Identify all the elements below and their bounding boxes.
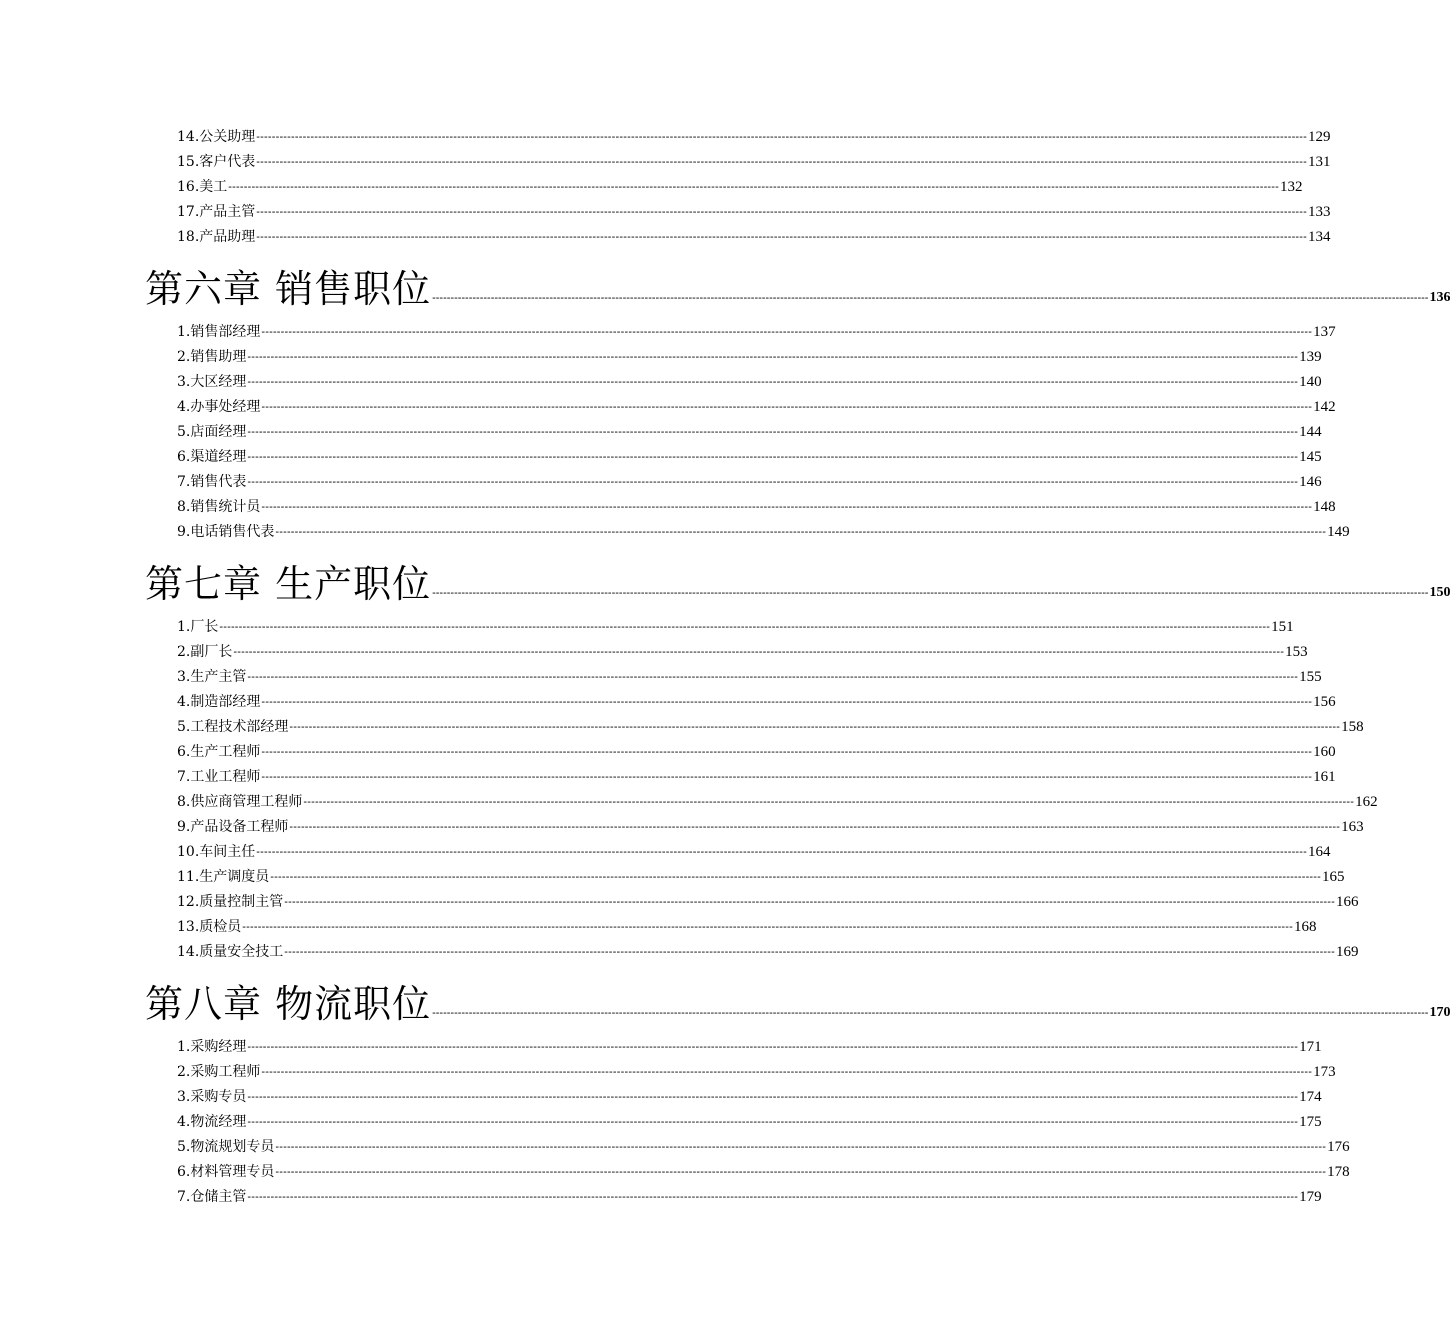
entry-title: 11.生产调度员 [177, 869, 270, 885]
page-number: 139 [1299, 349, 1322, 365]
entry-title: 5.工程技术部经理 [177, 719, 289, 735]
page-number: 176 [1327, 1139, 1350, 1155]
dot-leader: -------------------------------------------------------------------------------------------------------------------------------------------------------------------------------------------------------------------------------------------------------------------------------- [247, 671, 1299, 683]
page-number: 168 [1294, 919, 1317, 935]
toc-entry[interactable] [177, 892, 1359, 912]
entry-title: 5.店面经理 [177, 424, 247, 440]
dot-leader: -------------------------------------------------------------------------------------------------------------------------------------------------------------------------------------------------------------------------------------------------------------------------------- [242, 921, 1294, 933]
dot-leader: -------------------------------------------------------------------------------------------------------------------------------------------------------------------------------------------------------------------------------------------------------------------------------- [247, 451, 1299, 463]
dot-leader: -------------------------------------------------------------------------------------------------------------------------------------------------------------------------------------------------------------------------------------------------------------------------------- [261, 501, 1313, 513]
dot-leader: -------------------------------------------------------------------------------------------------------------------------------------------------------------------------------------------------------------------------------------------------------------------------------- [256, 206, 1308, 218]
entry-title: 2.采购工程师 [177, 1064, 261, 1080]
dot-leader: -------------------------------------------------------------------------------------------------------------------------------------------------------------------------------------------------------------------------------------------------------------------------------- [275, 1166, 1327, 1178]
page-number: 144 [1299, 424, 1322, 440]
entry-title: 12.质量控制主管 [177, 894, 284, 910]
page-number: 164 [1308, 844, 1331, 860]
entry-title: 2.副厂长 [177, 644, 233, 660]
page-number: 137 [1313, 324, 1336, 340]
toc-entry[interactable] [177, 792, 1378, 812]
toc-entry[interactable] [177, 692, 1336, 712]
page-number: 133 [1308, 204, 1331, 220]
dot-leader: -------------------------------------------------------------------------------------------------------------------------------------------------------------------------------------------------------------------------------------------------------------------------------- [275, 526, 1327, 538]
page-number: 166 [1336, 894, 1359, 910]
page-number: 149 [1327, 524, 1350, 540]
page-number: 178 [1327, 1164, 1350, 1180]
toc-entry[interactable] [177, 817, 1364, 837]
page-number: 161 [1313, 769, 1336, 785]
entry-title: 10.车间主任 [177, 844, 256, 860]
dot-leader: -------------------------------------------------------------------------------------------------------------------------------------------------------------------------------------------------------------------------------------------------------------------------------- [289, 821, 1341, 833]
toc-entry[interactable] [177, 447, 1322, 467]
toc-entry[interactable] [177, 127, 1331, 147]
page-number: 142 [1313, 399, 1336, 415]
entry-title: 14.质量安全技工 [177, 944, 284, 960]
toc-entry[interactable] [177, 942, 1359, 962]
entry-title: 3.大区经理 [177, 374, 247, 390]
page-number: 146 [1299, 474, 1322, 490]
toc-entry[interactable] [177, 227, 1331, 247]
dot-leader: -------------------------------------------------------------------------------------------------------------------------------------------------------------------------------------------------------------------------------------------------------------------------------- [247, 426, 1299, 438]
toc-entry[interactable] [177, 842, 1331, 862]
entry-title: 1.采购经理 [177, 1039, 247, 1055]
dot-leader: -------------------------------------------------------------------------------------------------------------------------------------------------------------------------------------------------------------------------------------------------------------------------------- [261, 401, 1313, 413]
dot-leader: -------------------------------------------------------------------------------------------------------------------------------------------------------------------------------------------------------------------------------------------------------------------------------- [261, 1066, 1313, 1078]
toc-entry[interactable] [177, 1062, 1336, 1082]
entry-title: 9.电话销售代表 [177, 524, 275, 540]
entry-title: 4.制造部经理 [177, 694, 261, 710]
page-number: 148 [1313, 499, 1336, 515]
entry-title: 7.销售代表 [177, 474, 247, 490]
page-number: 151 [1271, 619, 1294, 635]
page-number: 140 [1299, 374, 1322, 390]
toc-entry[interactable] [177, 917, 1317, 937]
dot-leader: -------------------------------------------------------------------------------------------------------------------------------------------------------------------------------------------------------------------------------------------------------------------------------- [432, 1007, 1429, 1019]
entry-title: 1.销售部经理 [177, 324, 261, 340]
entry-title: 4.办事处经理 [177, 399, 261, 415]
chapter-title: 第六章 销售职位 [145, 267, 432, 311]
page-number: 150 [1429, 585, 1450, 600]
toc-entry[interactable] [177, 202, 1331, 222]
page-number: 179 [1299, 1189, 1322, 1205]
dot-leader: -------------------------------------------------------------------------------------------------------------------------------------------------------------------------------------------------------------------------------------------------------------------------------- [284, 946, 1336, 958]
page-number: 175 [1299, 1114, 1322, 1130]
toc-entry[interactable] [177, 1087, 1322, 1107]
dot-leader: -------------------------------------------------------------------------------------------------------------------------------------------------------------------------------------------------------------------------------------------------------------------------------- [256, 131, 1308, 143]
dot-leader: -------------------------------------------------------------------------------------------------------------------------------------------------------------------------------------------------------------------------------------------------------------------------------- [289, 721, 1341, 733]
dot-leader: -------------------------------------------------------------------------------------------------------------------------------------------------------------------------------------------------------------------------------------------------------------------------------- [256, 846, 1308, 858]
page-number: 165 [1322, 869, 1345, 885]
toc-entry[interactable] [177, 717, 1364, 737]
dot-leader: -------------------------------------------------------------------------------------------------------------------------------------------------------------------------------------------------------------------------------------------------------------------------------- [261, 746, 1313, 758]
entry-title: 8.销售统计员 [177, 499, 261, 515]
toc-entry[interactable] [177, 347, 1322, 367]
entry-title: 1.厂长 [177, 619, 219, 635]
page-number: 134 [1308, 229, 1331, 245]
entry-title: 6.材料管理专员 [177, 1164, 275, 1180]
page-number: 131 [1308, 154, 1331, 170]
entry-title: 4.物流经理 [177, 1114, 247, 1130]
toc-entry[interactable] [177, 422, 1322, 442]
toc-entry[interactable] [177, 642, 1308, 662]
page-number: 153 [1285, 644, 1308, 660]
toc-chapter-heading[interactable] [145, 557, 1450, 607]
page-number: 174 [1299, 1089, 1322, 1105]
toc-entry[interactable] [177, 767, 1336, 787]
dot-leader: -------------------------------------------------------------------------------------------------------------------------------------------------------------------------------------------------------------------------------------------------------------------------------- [261, 326, 1313, 338]
toc-entry[interactable] [177, 1137, 1350, 1157]
entry-title: 3.生产主管 [177, 669, 247, 685]
dot-leader: -------------------------------------------------------------------------------------------------------------------------------------------------------------------------------------------------------------------------------------------------------------------------------- [284, 896, 1336, 908]
dot-leader: -------------------------------------------------------------------------------------------------------------------------------------------------------------------------------------------------------------------------------------------------------------------------------- [256, 231, 1308, 243]
page-number: 160 [1313, 744, 1336, 760]
toc-entry[interactable] [177, 667, 1322, 687]
entry-title: 18.产品助理 [177, 229, 256, 245]
entry-title: 5.物流规划专员 [177, 1139, 275, 1155]
dot-leader: -------------------------------------------------------------------------------------------------------------------------------------------------------------------------------------------------------------------------------------------------------------------------------- [247, 376, 1299, 388]
page-number: 136 [1429, 290, 1450, 305]
entry-title: 17.产品主管 [177, 204, 256, 220]
dot-leader: -------------------------------------------------------------------------------------------------------------------------------------------------------------------------------------------------------------------------------------------------------------------------------- [261, 696, 1313, 708]
toc-entry[interactable] [177, 322, 1336, 342]
toc-entry[interactable] [177, 1112, 1322, 1132]
dot-leader: -------------------------------------------------------------------------------------------------------------------------------------------------------------------------------------------------------------------------------------------------------------------------------- [233, 646, 1285, 658]
dot-leader: -------------------------------------------------------------------------------------------------------------------------------------------------------------------------------------------------------------------------------------------------------------------------------- [247, 351, 1299, 363]
entry-title: 7.工业工程师 [177, 769, 261, 785]
toc-entry[interactable] [177, 1187, 1322, 1207]
toc-entry[interactable] [177, 1037, 1322, 1057]
page-number: 156 [1313, 694, 1336, 710]
dot-leader: -------------------------------------------------------------------------------------------------------------------------------------------------------------------------------------------------------------------------------------------------------------------------------- [247, 1116, 1299, 1128]
entry-title: 6.生产工程师 [177, 744, 261, 760]
dot-leader: -------------------------------------------------------------------------------------------------------------------------------------------------------------------------------------------------------------------------------------------------------------------------------- [219, 621, 1271, 633]
toc-entry[interactable] [177, 397, 1336, 417]
dot-leader: -------------------------------------------------------------------------------------------------------------------------------------------------------------------------------------------------------------------------------------------------------------------------------- [432, 587, 1429, 599]
entry-title: 3.采购专员 [177, 1089, 247, 1105]
entry-title: 14.公关助理 [177, 129, 256, 145]
toc-entry[interactable] [177, 522, 1350, 542]
page-number: 132 [1280, 179, 1303, 195]
toc-entry[interactable] [177, 742, 1336, 762]
toc-chapter-heading[interactable] [145, 262, 1450, 312]
page-number: 170 [1429, 1005, 1450, 1020]
dot-leader: -------------------------------------------------------------------------------------------------------------------------------------------------------------------------------------------------------------------------------------------------------------------------------- [247, 1191, 1299, 1203]
toc-chapter-heading[interactable] [145, 977, 1450, 1027]
toc-entry[interactable] [177, 497, 1336, 517]
toc-entry[interactable] [177, 152, 1331, 172]
entry-title: 2.销售助理 [177, 349, 247, 365]
page-number: 129 [1308, 129, 1331, 145]
toc-entry[interactable] [177, 472, 1322, 492]
dot-leader: -------------------------------------------------------------------------------------------------------------------------------------------------------------------------------------------------------------------------------------------------------------------------------- [270, 871, 1322, 883]
dot-leader: -------------------------------------------------------------------------------------------------------------------------------------------------------------------------------------------------------------------------------------------------------------------------------- [228, 181, 1280, 193]
dot-leader: -------------------------------------------------------------------------------------------------------------------------------------------------------------------------------------------------------------------------------------------------------------------------------- [247, 1091, 1299, 1103]
toc-entry[interactable] [177, 1162, 1350, 1182]
toc-entry[interactable] [177, 617, 1294, 637]
page-number: 162 [1355, 794, 1378, 810]
entry-title: 13.质检员 [177, 919, 242, 935]
page-number: 163 [1341, 819, 1364, 835]
dot-leader: -------------------------------------------------------------------------------------------------------------------------------------------------------------------------------------------------------------------------------------------------------------------------------- [247, 1041, 1299, 1053]
dot-leader: -------------------------------------------------------------------------------------------------------------------------------------------------------------------------------------------------------------------------------------------------------------------------------- [256, 156, 1308, 168]
toc-entry[interactable] [177, 867, 1345, 887]
entry-title: 7.仓储主管 [177, 1189, 247, 1205]
entry-title: 9.产品设备工程师 [177, 819, 289, 835]
page-number: 169 [1336, 944, 1359, 960]
page-number: 173 [1313, 1064, 1336, 1080]
dot-leader: -------------------------------------------------------------------------------------------------------------------------------------------------------------------------------------------------------------------------------------------------------------------------------- [247, 476, 1299, 488]
entry-title: 8.供应商管理工程师 [177, 794, 303, 810]
dot-leader: -------------------------------------------------------------------------------------------------------------------------------------------------------------------------------------------------------------------------------------------------------------------------------- [261, 771, 1313, 783]
chapter-title: 第七章 生产职位 [145, 562, 432, 606]
page-number: 155 [1299, 669, 1322, 685]
toc-entry[interactable] [177, 177, 1303, 197]
page-number: 158 [1341, 719, 1364, 735]
dot-leader: -------------------------------------------------------------------------------------------------------------------------------------------------------------------------------------------------------------------------------------------------------------------------------- [275, 1141, 1327, 1153]
toc-entry[interactable] [177, 372, 1322, 392]
chapter-title: 第八章 物流职位 [145, 982, 432, 1026]
entry-title: 15.客户代表 [177, 154, 256, 170]
page-number: 145 [1299, 449, 1322, 465]
dot-leader: -------------------------------------------------------------------------------------------------------------------------------------------------------------------------------------------------------------------------------------------------------------------------------- [432, 292, 1429, 304]
entry-title: 6.渠道经理 [177, 449, 247, 465]
entry-title: 16.美工 [177, 179, 228, 195]
dot-leader: -------------------------------------------------------------------------------------------------------------------------------------------------------------------------------------------------------------------------------------------------------------------------------- [303, 796, 1355, 808]
page-number: 171 [1299, 1039, 1322, 1055]
